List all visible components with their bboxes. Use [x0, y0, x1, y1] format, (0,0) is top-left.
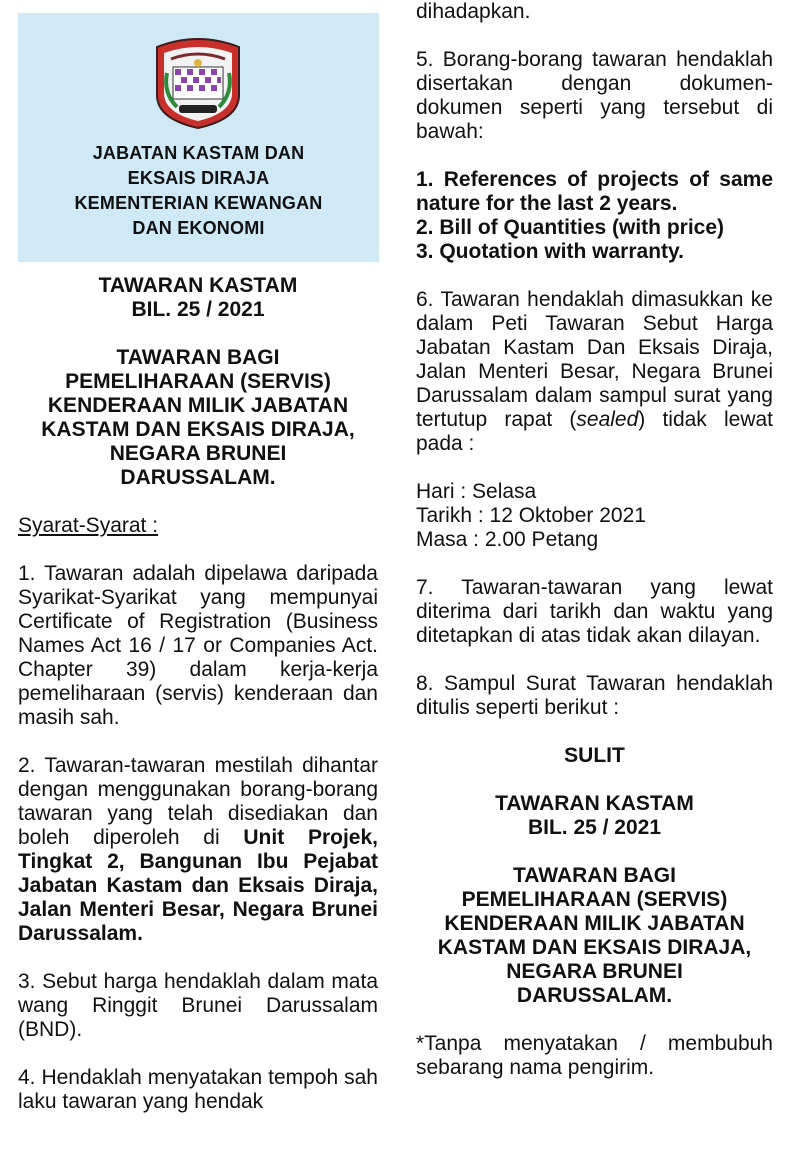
- deadline: [416, 480, 773, 552]
- tender-ref-number: BIL. 25 / 2021: [131, 298, 265, 321]
- document-item: 3. Quotation with warranty.: [416, 240, 684, 263]
- envelope-subject: [416, 864, 773, 1008]
- deadline-time: Masa : 2.00 Petang: [416, 528, 599, 551]
- sender-note: *Tanpa menyatakan / membubuh sebarang nama pengirim.: [416, 1032, 773, 1079]
- term-item-6-end: ) tidak lewat pada :: [416, 408, 773, 455]
- envelope-ref-label: TAWARAN KASTAM: [495, 792, 694, 815]
- tender-subject: [18, 346, 378, 490]
- sulit-label: SULIT: [564, 744, 625, 767]
- deadline-day: Hari : Selasa: [416, 480, 537, 503]
- document-item: 2. Bill of Quantities (with price): [416, 216, 725, 239]
- subject-line: KENDERAAN MILIK JABATAN: [47, 394, 349, 417]
- tender-ref-label: TAWARAN KASTAM: [98, 274, 298, 297]
- subject-line: NEGARA BRUNEI: [109, 442, 287, 465]
- term-item-6-sealed: sealed: [576, 408, 639, 431]
- term-item-3: 3. Sebut harga hendaklah dalam mata wang Ringgit Brunei Darussalam (BND).: [18, 970, 378, 1041]
- subject-line: TAWARAN BAGI: [513, 864, 676, 887]
- dept-line: EKSAIS DIRAJA: [127, 168, 270, 188]
- subject-line: NEGARA BRUNEI: [506, 960, 683, 983]
- document-item: 1. References of projects of same nature for the last 2 years.: [416, 168, 773, 215]
- term-item-5: 5. Borang-borang tawaran hendaklah disertakan dengan dokumen-dokumen seperti yang tersebut di bawah:: [416, 48, 773, 143]
- term-item-1: 1. Tawaran adalah dipelawa daripada Syarikat-Syarikat yang mempunyai Certificate of Registration (Business Names Act 16 / 17 or Companies Act. Chapter 39) dalam kerja-kerja pemeliharaan (servis) kenderaan dan masih sah.: [18, 562, 378, 729]
- subject-line: PEMELIHARAAN (SERVIS): [65, 370, 331, 393]
- subject-line: DARUSSALAM.: [516, 984, 673, 1007]
- subject-line: KENDERAAN MILIK JABATAN: [444, 912, 745, 935]
- subject-line: DARUSSALAM.: [120, 466, 276, 489]
- term-item-2: [18, 754, 378, 946]
- term-item-6-text: 6. Tawaran hendaklah dimasukkan ke dalam Peti Tawaran Sebut Harga Jabatan Kastam Dan Eksais Diraja, Jalan Menteri Besar, Negara Brunei Darussalam dalam sampul surat yang tertutup rapat (: [416, 288, 773, 431]
- term-item-8: 8. Sampul Surat Tawaran hendaklah ditulis seperti berikut :: [416, 672, 773, 719]
- subject-line: KASTAM DAN EKSAIS DIRAJA,: [437, 936, 752, 959]
- terms-heading: Syarat-Syarat :: [18, 514, 159, 537]
- term-item-2-location: Unit Projek, Tingkat 2, Bangunan Ibu Pejabat Jabatan Kastam dan Eksais Diraja, Jalan Menteri Besar, Negara Brunei Darussalam.: [18, 826, 378, 945]
- dept-line: DAN EKONOMI: [132, 218, 265, 238]
- term-item-6: [416, 288, 773, 456]
- tender-ref-title: [18, 274, 378, 322]
- dept-line: KEMENTERIAN KEWANGAN: [74, 193, 323, 213]
- department-name: [18, 141, 379, 241]
- envelope-ref-title: [416, 792, 773, 840]
- department-header: [18, 13, 379, 262]
- subject-line: TAWARAN BAGI: [116, 346, 280, 369]
- envelope-ref-number: BIL. 25 / 2021: [527, 816, 662, 839]
- left-column: [18, 0, 378, 1114]
- term-item-2-text: 2. Tawaran-tawaran mestilah dihantar dengan menggunakan borang-borang tawaran yang telah disediakan dan boleh diperoleh di: [18, 754, 378, 849]
- required-documents: [416, 168, 773, 264]
- term-item-4: 4. Hendaklah menyatakan tempoh sah laku tawaran yang hendak: [18, 1066, 378, 1113]
- right-column: [416, 0, 773, 1080]
- subject-line: KASTAM DAN EKSAIS DIRAJA,: [41, 418, 355, 441]
- customs-emblem-icon: [151, 33, 245, 129]
- term-item-4-continued: dihadapkan.: [416, 0, 531, 23]
- deadline-date: Tarikh : 12 Oktober 2021: [416, 504, 646, 527]
- subject-line: PEMELIHARAAN (SERVIS): [461, 888, 728, 911]
- dept-line: JABATAN KASTAM DAN: [92, 143, 305, 163]
- term-item-7: 7. Tawaran-tawaran yang lewat diterima dari tarikh dan waktu yang ditetapkan di atas tidak akan dilayan.: [416, 576, 773, 647]
